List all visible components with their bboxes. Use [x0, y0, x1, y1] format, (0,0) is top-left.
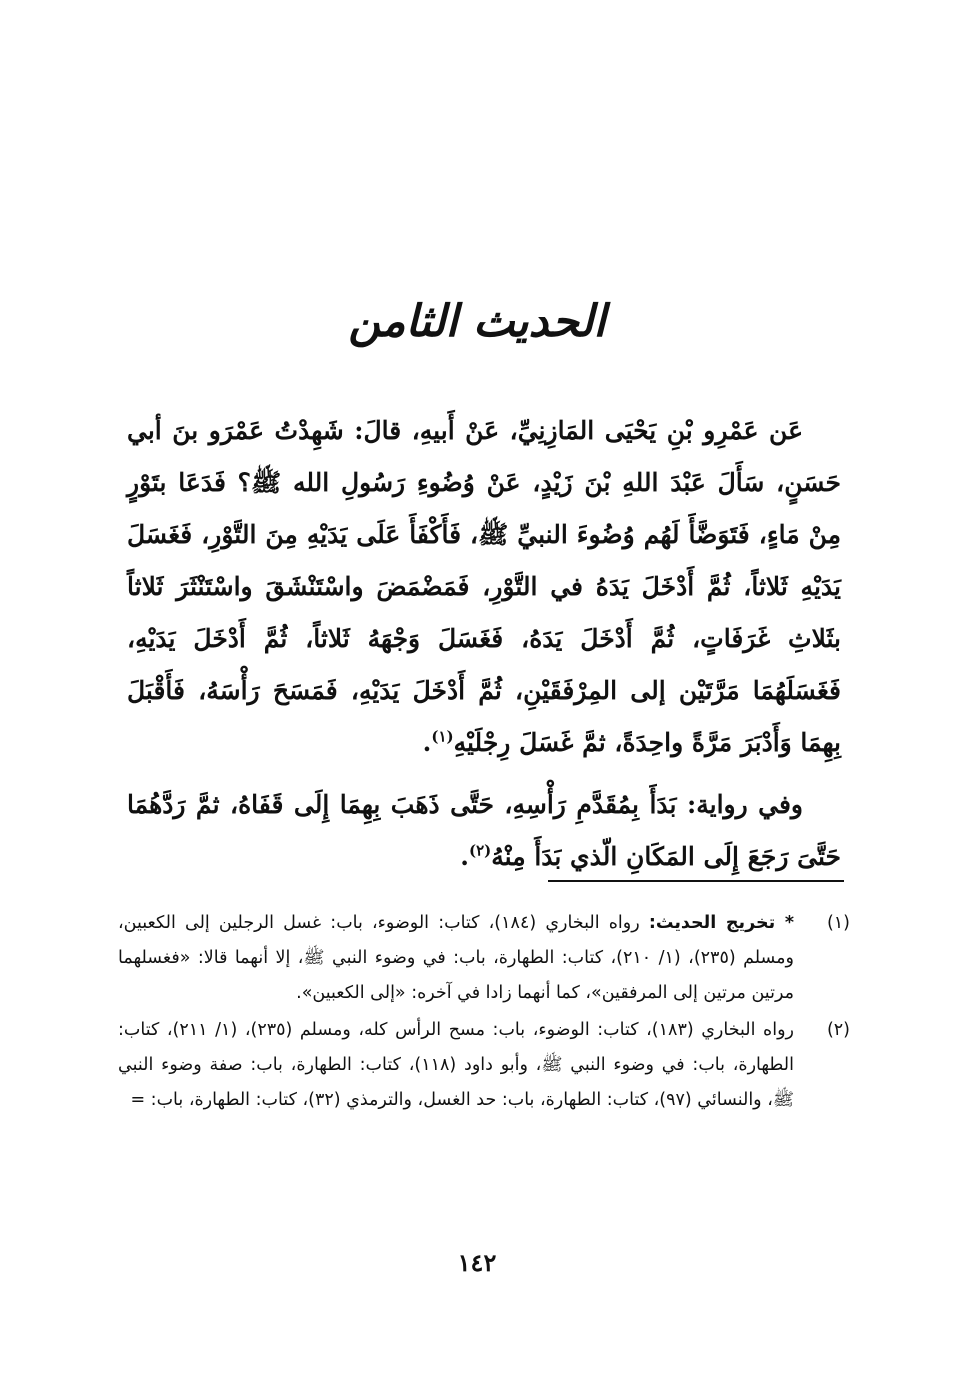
page-number: ١٤٢	[457, 1248, 497, 1277]
footnote-reference: (٢)	[469, 841, 492, 860]
footnote	[118, 906, 850, 1011]
sentence-end: .	[422, 728, 432, 757]
footnote-divider	[548, 880, 844, 882]
hadith-text	[127, 405, 841, 883]
footnote-number: (١)	[826, 913, 850, 933]
footnotes	[118, 906, 850, 1118]
hadith-paragraph	[127, 405, 841, 769]
hadith-paragraph-text: عَن عَمْرِو بْنِ يَحْيَى المَازِنِيِّ، عَنْ أَبيهِ، قالَ: شَهِدْتُ عَمْرَو بنَ أبي حَسَنٍ، سَأَلَ عَبْدَ اللهِ بْنَ زَيْدٍ، عَنْ وُضُوءِ رَسُولِ الله ﷺ؟ فَدَعَا بتَوْرٍ مِنْ مَاءٍ، فَتَوَضَّأَ لَهُم وُضُوءَ النبيِّ ﷺ، فَأَكْفَأَ عَلَى يَدَيْهِ مِنَ التَّوْرِ، فَغَسَلَ يَدَيْهِ ثَلاثاً، ثُمَّ أَدْخَلَ يَدَهُ في التَّوْرِ، فَمَضْمَضَ واسْتَنْشَقَ واسْتَنْثَرَ ثَلاثاً بثَلاثِ غَرَفَاتٍ، ثُمَّ أَدْخَلَ يَدَهُ، فَغَسَلَ وَجْهَهُ ثَلاثاً، ثُمَّ أَدْخَلَ يَدَيْهِ، فَغَسَلَهُمَا مَرَّتَيْن إلى المِرْفَقَيْنِ، ثُمَّ أَدْخَلَ يَدَيْهِ، فَمَسَحَ رَأْسَهُ، فَأَقْبَلَ بِهِمَا وَأَدْبَرَ مَرَّةً واحِدَةً، ثمَّ غَسَلَ رِجْلَيْهِ	[127, 416, 841, 757]
footnote-reference: (١)	[431, 727, 454, 746]
footnote-text: رواه البخاري (١٨٣)، كتاب: الوضوء، باب: مسح الرأس كله، ومسلم (٢٣٥)، (١/ ٢١١)، كتاب: الطهارة، باب: في وضوء النبي ﷺ، وأبو داود (١١٨)، كتاب: الطهارة، باب: صفة وضوء النبي ﷺ، والنسائي (٩٧)، كتاب: الطهارة، باب: حد الغسل، والترمذي (٣٢)، كتاب: الطهارة، باب: =	[118, 1020, 794, 1110]
footnote-text: رواه البخاري (١٨٤)، كتاب: الوضوء، باب: غسل الرجلين إلى الكعبين، ومسلم (٢٣٥)، (١/ ٢١٠)، كتاب: الطهارة، باب: في وضوء النبي ﷺ، إلا أنهما قالا: «فغسلهما مرتين مرتين إلى المرفقين»، كما أنهما زادا في آخره: «إلى الكعبين».	[118, 913, 794, 1003]
hadith-paragraph	[127, 779, 841, 883]
section-title: الحديث الثامن	[348, 296, 606, 347]
footnote-label: * تخريج الحديث:	[648, 913, 794, 933]
hadith-paragraph-text: وفي رواية: بَدَأَ بِمُقَدَّمِ رَأْسِهِ، حَتَّى ذَهَبَ بِهِمَا إِلَى قَفَاهُ، ثمَّ رَدَّهُمَا حَتَّىَ رَجَعَ إِلَى المَكَانِ الّذي بَدَأَ مِنْهُ	[127, 790, 841, 871]
sentence-end: .	[460, 842, 469, 871]
footnote-number: (٢)	[826, 1020, 850, 1040]
footnote	[118, 1013, 850, 1118]
